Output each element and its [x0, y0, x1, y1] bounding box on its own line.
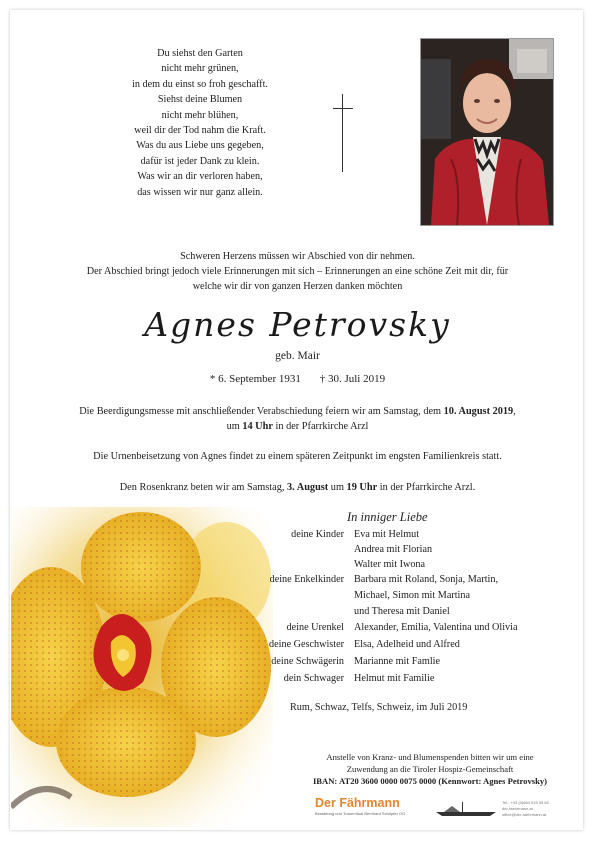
intro-line: Der Abschied bringt jedoch viele Erinnerungen mit sich – Erinnerungen an eine schöne Zeit mit dir, für [86, 266, 509, 277]
poem-line: weil dir der Tod nahm die Kraft. [134, 125, 266, 137]
mourners-title: In inniger Liebe [347, 510, 428, 524]
mass-text: um [226, 421, 243, 432]
farewell-intro [30, 249, 565, 294]
mourner-relation: deine Enkelkinder [269, 574, 344, 585]
boat-icon [434, 800, 498, 818]
death-date: † 30. Juli 2019 [319, 373, 386, 385]
closing-place-date: Rum, Schwaz, Telfs, Schweiz, im Juli 2019 [290, 702, 468, 713]
birth-name: geb. Mair [275, 350, 320, 362]
rosary-text: Den Rosenkranz beten wir am Samstag, [119, 482, 288, 493]
mourner-relation: deine Urenkel [286, 622, 344, 633]
poem-line: in dem du einst so froh geschafft. [132, 78, 268, 90]
funeral-home-email: office@der-faehrmann.at [502, 812, 547, 817]
donation-note [300, 751, 560, 787]
rosary-text: um [328, 482, 347, 493]
poem [90, 46, 310, 200]
mourner-names: Marianne mit Famlie [354, 656, 441, 667]
mourner-names: Elsa, Adelheid und Alfred [354, 639, 460, 650]
mourner-relation: deine Schwägerin [271, 656, 344, 667]
funeral-home-phone: Tel.: +43 (0)664 915 99 60 [502, 800, 549, 805]
urn-burial-info: Die Urnenbeisetzung von Agnes findet zu einem späteren Zeitpunkt im engsten Familienkreis statt. [93, 451, 502, 462]
funeral-home-web: der-faehrmann.at [502, 806, 533, 811]
mourner-relation: deine Kinder [291, 529, 344, 540]
mass-time: 14 Uhr [242, 421, 273, 432]
mass-date: 10. August 2019 [443, 406, 514, 417]
poem-line: Du siehst den Garten [157, 48, 243, 59]
deceased-name: Agnes Petrovsky [144, 305, 451, 344]
mass-text: , [513, 406, 516, 417]
mourner-names: Andrea mit Florian [354, 544, 433, 555]
intro-line: welche wir dir von ganzen Herzen danken möchten [192, 281, 403, 292]
donation-line: Zuwendung an die Tiroler Hospiz-Gemeinschaft [346, 764, 514, 774]
mourner-names: Walter mit Iwona [354, 559, 426, 570]
intro-line: Schweren Herzens müssen wir Abschied von dir nehmen. [180, 251, 415, 262]
mourner-relation: deine Geschwister [269, 639, 344, 650]
poem-line: Siehst deine Blumen [157, 94, 243, 106]
mourner-names: und Theresa mit Daniel [354, 606, 450, 617]
mourner-names: Alexander, Emilia, Valentina und Olivia [354, 622, 518, 633]
poem-line: das wissen wir nur ganz allein. [137, 186, 263, 198]
portrait-photo [420, 38, 554, 226]
life-dates [0, 373, 595, 385]
funeral-home-tagline: Bestattung und Trauerritual Bernhard Schöpfer OG [315, 811, 406, 816]
rosary-date: 3. August [287, 482, 329, 493]
funeral-mass-info [40, 404, 555, 434]
mourner-names: Eva mit Helmut [354, 529, 420, 540]
poem-line: dafür ist jeder Dank zu klein. [140, 155, 260, 167]
rosary-text: in der Pfarrkirche Arzl. [377, 482, 476, 493]
donation-line: Anstelle von Kranz- und Blumenspenden bitten wir um eine [326, 752, 534, 762]
cross-icon [333, 94, 353, 172]
mourner-relation: dein Schwager [283, 673, 344, 684]
funeral-home-contact [502, 800, 549, 818]
mourner-names: Michael, Simon mit Martina [354, 590, 471, 601]
poem-line: nicht mehr blühen, [161, 109, 239, 121]
birth-date: * 6. September 1931 [209, 373, 301, 385]
poem-line: nicht mehr grünen, [161, 63, 239, 75]
poem-line: Was du aus Liebe uns gegeben, [136, 140, 264, 152]
donation-iban: IBAN: AT20 3600 0000 0075 0000 (Kennwort: Agnes Petrovsky) [312, 776, 548, 786]
orchid-image [11, 507, 273, 827]
poem-line: Was wir an dir verloren haben, [137, 171, 263, 183]
mourner-names: Helmut mit Familie [354, 673, 435, 684]
mass-text: in der Pfarrkirche Arzl [272, 421, 369, 432]
rosary-info [40, 480, 555, 495]
mourner-names: Barbara mit Roland, Sonja, Martin, [354, 574, 499, 585]
funeral-home-logo: Der Fährmann [315, 796, 400, 810]
mass-text: Die Beerdigungsmesse mit anschließender Verabschiedung feiern wir am Samstag, dem [79, 406, 444, 417]
rosary-time: 19 Uhr [346, 482, 378, 493]
